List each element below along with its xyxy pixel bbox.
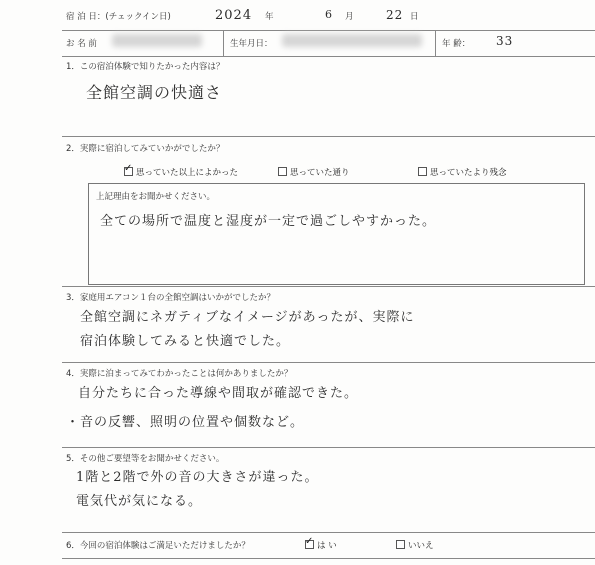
checkbox-checked-icon[interactable]	[305, 540, 314, 549]
age-value: 33	[496, 34, 514, 48]
q6-question: 6．今回の宿泊体験はご満足いただけましたか？	[66, 541, 250, 551]
q2-option-disappointing[interactable]: 思っていたより残念	[418, 166, 507, 178]
checkbox-checked-icon[interactable]	[124, 167, 133, 176]
q2-reason-answer: 全ての場所で温度と湿度が一定で過ごしやすかった。	[100, 214, 437, 229]
checkbox-icon[interactable]	[396, 540, 405, 549]
q3-answer-line-2: 宿泊体験してみると快適でした。	[80, 334, 291, 349]
birthdate-redacted	[282, 34, 422, 47]
q3-question: 3．家庭用エアコン１台の全館空調はいかがでしたか？	[66, 293, 275, 303]
q4-answer-line-1: 自分たちに合った導線や間取が確認できた。	[78, 386, 359, 401]
q1-answer: 全館空調の快適さ	[86, 83, 223, 102]
month-unit: 月	[345, 12, 354, 22]
name-redacted	[112, 34, 202, 47]
day-value: 22	[386, 8, 404, 22]
checkbox-icon[interactable]	[278, 167, 287, 176]
q2-option-as-expected[interactable]: 思っていた通り	[278, 166, 350, 178]
name-label: お 名 前	[66, 39, 97, 49]
day-unit: 日	[410, 12, 419, 22]
q4-question: 4．実際に泊まってみてわかったことは何かありましたか？	[66, 369, 293, 379]
month-value: 6	[325, 8, 333, 21]
age-label: 年 齢：	[442, 39, 471, 49]
checkbox-icon[interactable]	[418, 167, 427, 176]
q2-option-better[interactable]: ✓思っていた以上によかった	[124, 166, 238, 178]
q4-answer-line-2: ・音の反響、照明の位置や個数など。	[66, 415, 305, 430]
year-unit: 年	[265, 12, 274, 22]
q5-question: 5．その他ご要望等をお聞かせください。	[66, 454, 225, 464]
q6-option-no[interactable]: いいえ	[396, 539, 434, 551]
q2-reason-label: 上記理由をお聞かせください。	[96, 192, 216, 202]
birthdate-label: 生年月日：	[230, 39, 273, 49]
q5-answer-line-2: 電気代が気になる。	[76, 494, 203, 509]
q2-question: 2．実際に宿泊してみていかがでしたか？	[66, 144, 225, 154]
stay-date-label: 宿 泊 日：(チェックイン日)	[66, 12, 171, 22]
q1-question: 1．この宿泊体験で知りたかった内容は？	[66, 62, 225, 72]
year-value: 2024	[215, 8, 253, 23]
q5-answer-line-1: 1階と2階で外の音の大きさが違った。	[76, 470, 319, 485]
q6-option-yes[interactable]: ✓ は い	[305, 539, 337, 551]
q3-answer-line-1: 全館空調にネガティブなイメージがあったが、実際に	[80, 310, 415, 325]
